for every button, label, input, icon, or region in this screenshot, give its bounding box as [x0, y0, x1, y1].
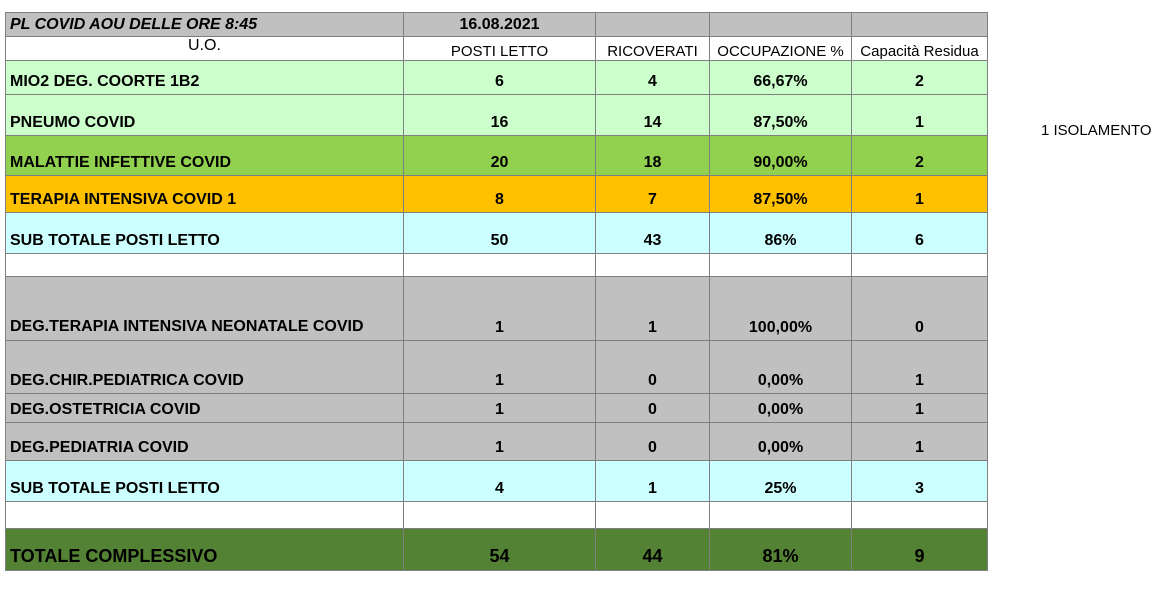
empty-cell — [596, 254, 710, 277]
empty-cell — [404, 254, 596, 277]
residual-value: 3 — [852, 461, 988, 502]
table-row — [6, 341, 988, 394]
residual-value: 1 — [852, 423, 988, 461]
occupancy-value: 66,67% — [710, 61, 852, 95]
empty-cell — [710, 502, 852, 529]
residual-value: 1 — [852, 341, 988, 394]
occupancy-value: 81% — [710, 529, 852, 571]
unit-name: TERAPIA INTENSIVA COVID 1 — [6, 176, 404, 213]
admitted-value: 0 — [596, 423, 710, 461]
table-row — [6, 61, 988, 95]
empty-cell — [6, 254, 404, 277]
admitted-value: 14 — [596, 95, 710, 136]
column-header-occupancy: OCCUPAZIONE % — [710, 37, 852, 61]
spacer-row — [6, 254, 988, 277]
subtotal-label: SUB TOTALE POSTI LETTO — [6, 461, 404, 502]
residual-value: 6 — [852, 213, 988, 254]
occupancy-value: 87,50% — [710, 176, 852, 213]
occupancy-value: 0,00% — [710, 341, 852, 394]
empty-cell — [852, 502, 988, 529]
beds-value: 6 — [404, 61, 596, 95]
beds-value: 4 — [404, 461, 596, 502]
subtotal-row — [6, 461, 988, 502]
occupancy-value: 0,00% — [710, 394, 852, 423]
beds-value: 1 — [404, 394, 596, 423]
residual-value: 2 — [852, 61, 988, 95]
beds-value: 8 — [404, 176, 596, 213]
subtotal-row — [6, 213, 988, 254]
report-date: 16.08.2021 — [404, 13, 596, 37]
column-header-residual: Capacità Residua — [852, 37, 988, 61]
occupancy-value: 87,50% — [710, 95, 852, 136]
table-row — [6, 136, 988, 176]
column-header-admitted: RICOVERATI — [596, 37, 710, 61]
table-row — [6, 277, 988, 341]
admitted-value: 18 — [596, 136, 710, 176]
admitted-value: 1 — [596, 277, 710, 341]
empty-cell — [596, 502, 710, 529]
total-label: TOTALE COMPLESSIVO — [6, 529, 404, 571]
beds-value: 16 — [404, 95, 596, 136]
title-row — [6, 13, 988, 37]
empty-cell — [404, 502, 596, 529]
admitted-value: 1 — [596, 461, 710, 502]
empty-cell — [710, 13, 852, 37]
spacer-row — [6, 502, 988, 529]
unit-name: MIO2 DEG. COORTE 1B2 — [6, 61, 404, 95]
residual-value: 1 — [852, 176, 988, 213]
occupancy-value: 86% — [710, 213, 852, 254]
covid-beds-table — [5, 12, 988, 571]
empty-cell — [852, 254, 988, 277]
beds-value: 20 — [404, 136, 596, 176]
occupancy-value: 0,00% — [710, 423, 852, 461]
residual-value: 1 — [852, 394, 988, 423]
occupancy-value: 90,00% — [710, 136, 852, 176]
column-header-beds: POSTI LETTO — [404, 37, 596, 61]
table-row — [6, 394, 988, 423]
table-row — [6, 176, 988, 213]
column-header-row — [6, 37, 988, 61]
residual-value: 2 — [852, 136, 988, 176]
admitted-value: 7 — [596, 176, 710, 213]
admitted-value: 4 — [596, 61, 710, 95]
sheet-title: PL COVID AOU DELLE ORE 8:45 — [6, 13, 404, 37]
isolation-note: 1 ISOLAMENTO — [1041, 122, 1152, 139]
table-row — [6, 423, 988, 461]
unit-name-text: DEG.TERAPIA INTENSIVA NEONATALE COVID — [10, 318, 364, 335]
beds-value: 1 — [404, 277, 596, 341]
residual-value: 9 — [852, 529, 988, 571]
empty-cell — [710, 254, 852, 277]
empty-cell — [596, 13, 710, 37]
admitted-value: 0 — [596, 341, 710, 394]
occupancy-value: 25% — [710, 461, 852, 502]
admitted-value: 0 — [596, 394, 710, 423]
unit-name: DEG.CHIR.PEDIATRICA COVID — [6, 341, 404, 394]
admitted-value: 43 — [596, 213, 710, 254]
residual-value: 0 — [852, 277, 988, 341]
column-header-unit: U.O. — [6, 37, 404, 61]
table-row — [6, 95, 988, 136]
residual-value: 1 — [852, 95, 988, 136]
empty-cell — [852, 13, 988, 37]
total-row — [6, 529, 988, 571]
unit-name: DEG.PEDIATRIA COVID — [6, 423, 404, 461]
unit-name: DEG.OSTETRICIA COVID — [6, 394, 404, 423]
subtotal-label: SUB TOTALE POSTI LETTO — [6, 213, 404, 254]
beds-value: 50 — [404, 213, 596, 254]
beds-value: 1 — [404, 423, 596, 461]
beds-value: 1 — [404, 341, 596, 394]
admitted-value: 44 — [596, 529, 710, 571]
unit-name: MALATTIE INFETTIVE COVID — [6, 136, 404, 176]
unit-name: PNEUMO COVID — [6, 95, 404, 136]
empty-cell — [6, 502, 404, 529]
unit-name — [6, 277, 404, 341]
occupancy-value: 100,00% — [710, 277, 852, 341]
beds-value: 54 — [404, 529, 596, 571]
